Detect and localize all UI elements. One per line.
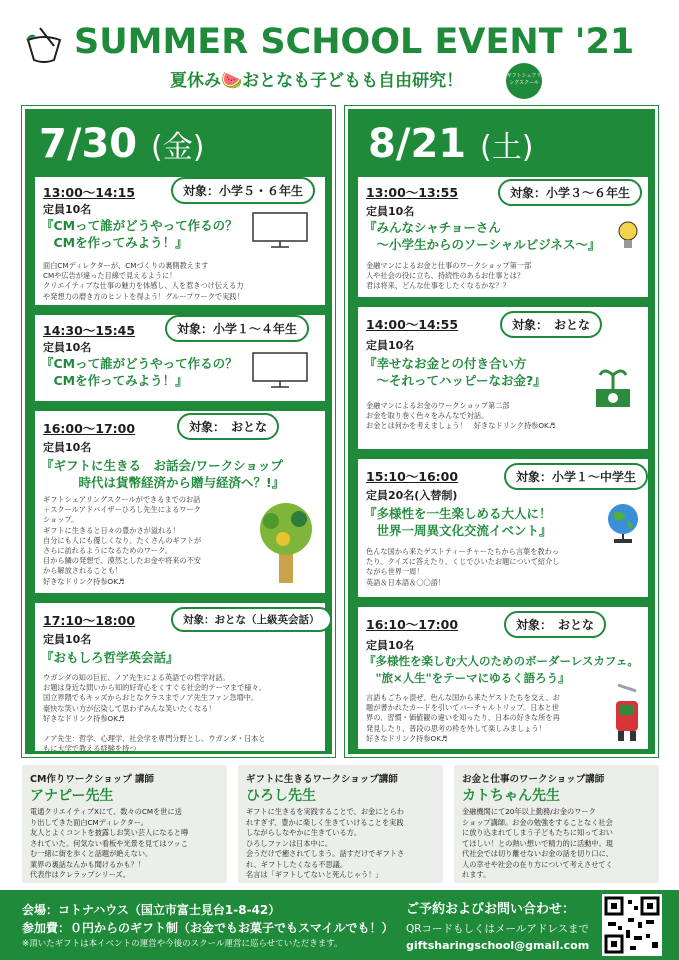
teacher-card xyxy=(22,765,227,883)
session-time: 13:00～13:55 xyxy=(366,185,459,200)
teacher-bio: ギフトに生きるを実践することで、お金にとらわ れすぎず、豊かに楽しく生きていけることを実践 しながらしなやかに生きている方。 ひろしファンは日本中に。 会うだけで癒されてしまう。話すだけでギフトさ れ、ギフトしたくなる不思議。 名言は「ギフトしてないと死んじゃう！」 xyxy=(246,807,405,879)
globe-icon xyxy=(604,501,642,545)
fee-note: ※頂いたギフトは本イベントの運営や今後のスクール運営に巡らせていただきます。 xyxy=(22,939,343,949)
monitor-icon xyxy=(251,351,309,389)
session-time: 13:00～14:15 xyxy=(43,185,136,200)
target-badge: 対象：小学１～４年生 xyxy=(165,315,309,342)
monitor-icon xyxy=(251,211,309,249)
target-badge: 対象： おとな xyxy=(500,311,602,338)
teacher-name: ひろし先生 xyxy=(246,788,316,804)
fee: 参加費：０円からのギフト制（お金でもお菓子でもスマイルでも！） xyxy=(22,921,394,935)
session-time: 14:00～14:55 xyxy=(366,317,459,332)
session-title: 『ギフトに生きる お話会/ワークショップ 時代は貨幣経済から贈与経済へ？!』 xyxy=(41,458,285,490)
capacity: 定員10名 xyxy=(43,633,92,646)
teacher-card xyxy=(238,765,443,883)
contact-heading: ご予約およびお問い合わせ： xyxy=(406,902,576,917)
target-badge: 対象：小学１～中学生 xyxy=(504,463,648,490)
target-badge: 対象： おとな xyxy=(177,413,279,440)
session-card xyxy=(35,603,325,754)
session-time: 17:10～18:00 xyxy=(43,613,136,628)
teacher-name: アナピー先生 xyxy=(30,788,114,804)
venue: 会場：コトナハウス（国立市富士見台1-8-42） xyxy=(22,903,281,917)
teacher-role: お金と仕事のワークショップ講師 xyxy=(462,774,605,785)
school-logo: ギフトシェアリングスクール xyxy=(506,63,542,99)
teacher-role: ギフトに生きるワークショップ講師 xyxy=(246,774,398,785)
event-subtitle: 夏休み🍉おとなも子どもも自由研究！ xyxy=(170,71,464,91)
teacher-name: カトちゃん先生 xyxy=(462,788,560,804)
session-card xyxy=(35,315,325,401)
session-description: 言語もごちゃ混ぜ、色んな国から来たゲストたちを交え、お 題が書かれたカードを引いてバーチャルトリップ。日本と世 界の、習慣・価値観の違いを知ったり、日本の好きな所を再 発見したり、普段の思考の枠を外して楽しみましょう！ 好きなドリンク持参OK♬ xyxy=(366,693,560,743)
session-description: 色んな国から来たゲストティーチャーたちから言葉を教わっ たり、クイズに答えたり、くじでひいたお題について紹介し ながら世界一周！ 英語＆日本語＆〇〇語！ xyxy=(366,547,560,587)
session-description: 金融マンによるお金と仕事のワークショップ第一部 人や社会の役に立ち、持続性のあるお仕事とは？ 君は将来、どんな仕事をしたくなるかな？？ xyxy=(366,261,532,291)
teachers-section xyxy=(22,765,659,883)
session-time: 15:10～16:00 xyxy=(366,469,459,484)
date-label: 8/21 (土) xyxy=(368,121,534,167)
capacity: 定員10名 xyxy=(43,441,92,454)
session-time: 16:00～17:00 xyxy=(43,421,136,436)
session-title: 『おもしろ哲学英会話』 xyxy=(41,650,179,665)
session-title: 『幸せなお金との付き合い方 ～それってハッピーなお金?』 xyxy=(364,356,546,388)
session-title: 『CMって誰がどうやって作るの？ CMを作ってみよう！』 xyxy=(41,356,238,388)
capacity: 定員10名 xyxy=(43,341,92,354)
money-plant-icon xyxy=(590,363,636,409)
session-title: 『多様性を楽しむ大人のためのボーダーレスカフェ。 "旅×人生"をテーマにゆるく語ろう』 xyxy=(364,654,639,685)
session-card xyxy=(35,411,325,593)
session-time: 16:10～17:00 xyxy=(366,617,459,632)
target-badge: 対象：小学３～６年生 xyxy=(498,179,642,206)
session-card xyxy=(35,177,325,305)
teacher-card xyxy=(454,765,659,883)
session-description: 金融マンによるお金のワークショップ第二部 お金を取り巻く色々をみんなで対話。 お金とは何かを考えましょう！ 好きなドリンク持参OK♬ xyxy=(366,401,556,431)
session-card xyxy=(358,607,648,749)
contact-instruction: QRコードもしくはメールアドレスまで xyxy=(406,923,590,935)
header xyxy=(0,0,679,100)
capacity: 定員10名 xyxy=(43,203,92,216)
session-description: ギフトシェアリングスクールができるまでのお話 ＋スクールアドバイザーひろし先生によるワーク ショップ。 ギフトに生きると日々の豊かさが溢れる！ 自分にも人にも優しくなり、たくさんのギフトが さらに訪れるようになるためのワーク。 目から鱗の発想で、漠然としたお金や将来の不安 から解放されることも！ 好きなドリンク持参OK♬ xyxy=(43,495,202,586)
date-label: 7/30 (金) xyxy=(39,121,205,167)
target-badge: 対象：小学５・６年生 xyxy=(171,177,315,204)
session-card xyxy=(358,459,648,597)
event-title: SUMMER SCHOOL EVENT '21 xyxy=(74,22,635,62)
session-card xyxy=(358,307,648,449)
watermelon-juice-icon xyxy=(22,24,66,64)
contact-email[interactable]: giftsharingschool@gmail.com xyxy=(406,939,590,952)
target-badge: 対象： おとな xyxy=(504,611,606,638)
session-description: ウガンダの知の巨匠、ノア先生による英語での哲学対話。 お題は身近な問いから知的好奇心をくすぐる社会的テーマまで様々。 国立界隈でもキッズからおとなクラスまでノア先生ファン急増中。 豪快な笑い方が伝染して思わずみんな笑いたくなる！ 好きなドリンク持参OK♬ ノア先生：哲学、心理学、社会学を専門分野とし、ウガンダ・日本と もに大学で教える経験を持つ xyxy=(43,673,266,754)
session-card xyxy=(358,177,648,297)
tree-icon xyxy=(253,499,319,585)
day-panel-7-30 xyxy=(22,106,335,757)
target-badge: 対象：おとな（上級英会話） xyxy=(171,607,332,632)
capacity: 定員10名 xyxy=(366,205,415,218)
qr-code-icon[interactable] xyxy=(602,894,662,956)
footer xyxy=(0,890,679,960)
day-panel-8-21 xyxy=(345,106,658,757)
lightbulb-icon xyxy=(614,217,642,253)
capacity: 定員10名 xyxy=(366,639,415,652)
session-title: 『多様性を一生楽しめる大人に！ 世界一周異文化交流イベント』 xyxy=(364,506,552,538)
session-title: 『みんなシャチョーさん ～小学生からのソーシャルビジネス～』 xyxy=(364,220,601,252)
teacher-bio: 金融機関にて20年以上勤務/お金のワーク ショップ講師。お金の勉強をすることなく社会 に放り込まれてしまう子どもたちに知っておい てほしい！との熱い想いで精力的に活動中。現 代社会では切り離せないお金の話を切り口に、 人の幸せや社会の在り方について考えさせてく れます。 xyxy=(462,807,613,879)
session-time: 14:30～15:45 xyxy=(43,323,136,338)
teacher-bio: 電通クリエイティブXにて、数々のCMを世に送 り出してきた面白CMディレクター。 友人とよくコントを披露しお笑い芸人になると噂 されていた。何気ない看板や光景を見てはツッこ む一緒に街を歩くと話題が絶えない。 業界の裏話なんかも聞けるかも？！ 代表作はクレラップシリーズ。 xyxy=(30,807,189,879)
session-description: 面白CMディレクターが、CMづくりの裏側教えます CMや広告が違った目線で見えるように！ クリエイティブな仕事の魅力を体感し、人を惹きつけ伝える力 や発想力の磨き方のヒントを得よう！グループワークで実践！ xyxy=(43,261,244,301)
capacity: 定員20名(入替制) xyxy=(366,489,458,502)
backpack-icon xyxy=(610,681,644,743)
session-title: 『CMって誰がどうやって作るの？ CMを作ってみよう！』 xyxy=(41,218,238,250)
capacity: 定員10名 xyxy=(366,339,415,352)
teacher-role: CM作りワークショップ 講師 xyxy=(30,774,155,785)
